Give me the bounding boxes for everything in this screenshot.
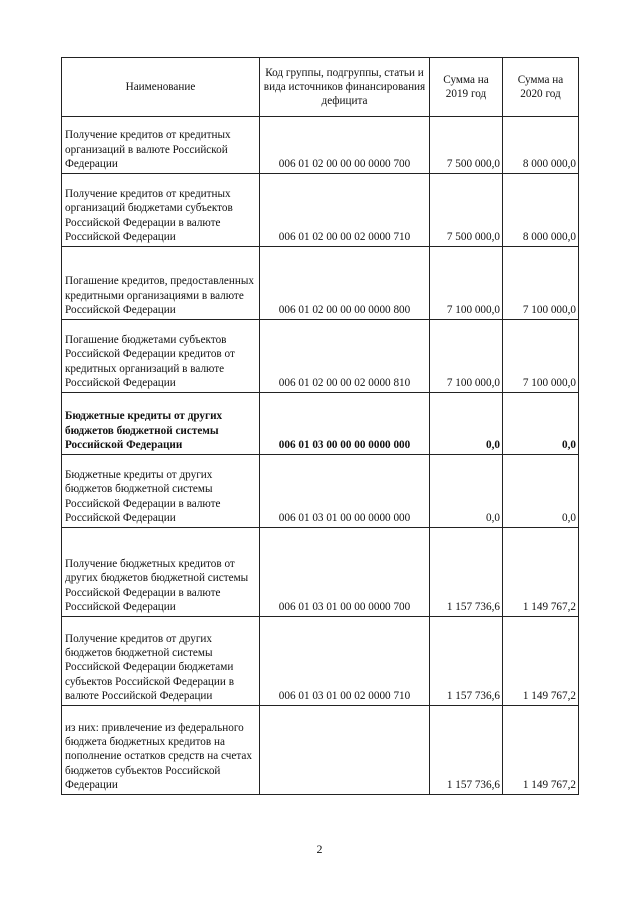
- table-row: [62, 117, 579, 174]
- row-name: Получение кредитов от других бюджетов бюджетной системы Российской Федерации бюджетами субъектов Российской Федерации в валюте Российской Федерации: [62, 617, 260, 706]
- header-code: Код группы, подгруппы, статьи и вида источников финансирования дефицита: [260, 58, 430, 117]
- row-name: Погашение бюджетами субъектов Российской Федерации кредитов от кредитных организаций в валюте Российской Федерации: [62, 320, 260, 393]
- row-code: 006 01 03 01 00 00 0000 700: [260, 528, 430, 617]
- table-header-row: [62, 58, 579, 117]
- row-sum-2020: 0,0: [503, 455, 579, 528]
- table-row: [62, 528, 579, 617]
- row-sum-2019: 7 500 000,0: [430, 117, 503, 174]
- row-code: [260, 706, 430, 795]
- row-sum-2020: 1 149 767,2: [503, 528, 579, 617]
- row-code: 006 01 02 00 00 02 0000 810: [260, 320, 430, 393]
- row-sum-2019: 0,0: [430, 393, 503, 455]
- row-sum-2019: 7 100 000,0: [430, 247, 503, 320]
- row-sum-2020: 0,0: [503, 393, 579, 455]
- row-code: 006 01 02 00 00 00 0000 700: [260, 117, 430, 174]
- row-name: Бюджетные кредиты от других бюджетов бюджетной системы Российской Федерации в валюте Российской Федерации: [62, 455, 260, 528]
- table-row: [62, 320, 579, 393]
- row-code: 006 01 03 00 00 00 0000 000: [260, 393, 430, 455]
- row-name: Погашение кредитов, предоставленных кредитными организациями в валюте Российской Федерации: [62, 247, 260, 320]
- row-sum-2020: 8 000 000,0: [503, 117, 579, 174]
- row-sum-2020: 1 149 767,2: [503, 617, 579, 706]
- row-sum-2020: 7 100 000,0: [503, 320, 579, 393]
- row-name: Бюджетные кредиты от других бюджетов бюджетной системы Российской Федерации: [62, 393, 260, 455]
- table-row: [62, 455, 579, 528]
- header-sum-2020: Сумма на 2020 год: [503, 58, 579, 117]
- row-name: Получение бюджетных кредитов от других бюджетов бюджетной системы Российской Федерации в валюте Российской Федерации: [62, 528, 260, 617]
- row-sum-2019: 1 157 736,6: [430, 706, 503, 795]
- row-sum-2019: 0,0: [430, 455, 503, 528]
- row-code: 006 01 02 00 00 02 0000 710: [260, 174, 430, 247]
- row-sum-2019: 7 500 000,0: [430, 174, 503, 247]
- row-code: 006 01 02 00 00 00 0000 800: [260, 247, 430, 320]
- table-row: [62, 617, 579, 706]
- row-name: из них: привлечение из федерального бюджета бюджетных кредитов на пополнение остатков средств на счетах бюджетов субъектов Российской Федерации: [62, 706, 260, 795]
- page-number: 2: [316, 842, 323, 856]
- row-sum-2020: 8 000 000,0: [503, 174, 579, 247]
- table-row: [62, 247, 579, 320]
- row-name: Получение кредитов от кредитных организаций бюджетами субъектов Российской Федерации в валюте Российской Федерации: [62, 174, 260, 247]
- row-sum-2019: 7 100 000,0: [430, 320, 503, 393]
- header-sum-2019: Сумма на 2019 год: [430, 58, 503, 117]
- row-name: Получение кредитов от кредитных организаций в валюте Российской Федерации: [62, 117, 260, 174]
- row-sum-2020: 7 100 000,0: [503, 247, 579, 320]
- row-sum-2019: 1 157 736,6: [430, 617, 503, 706]
- table-row: [62, 706, 579, 795]
- row-sum-2019: 1 157 736,6: [430, 528, 503, 617]
- financing-sources-table: [61, 57, 579, 795]
- table-row: [62, 393, 579, 455]
- table-row: [62, 174, 579, 247]
- row-sum-2020: 1 149 767,2: [503, 706, 579, 795]
- header-name: Наименование: [62, 58, 260, 117]
- row-code: 006 01 03 01 00 00 0000 000: [260, 455, 430, 528]
- row-code: 006 01 03 01 00 02 0000 710: [260, 617, 430, 706]
